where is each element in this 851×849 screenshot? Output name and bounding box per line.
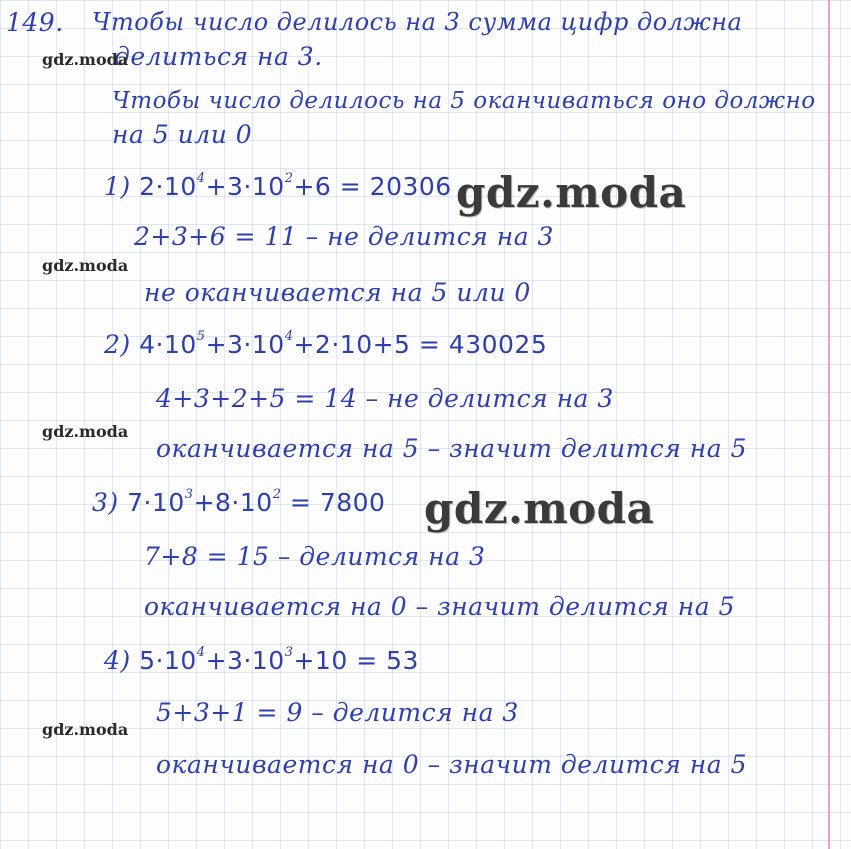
item-1-result: +6 = 20306 [293, 172, 452, 201]
item-2-exp-2: 4 [284, 328, 294, 344]
watermark-large: gdz.moda [424, 484, 655, 533]
item-3-ending: оканчивается на 0 – значит делится на 5 [144, 592, 735, 621]
rule-3-line-2: делиться на 3. [114, 42, 323, 71]
item-1-exp-1: 4 [196, 170, 206, 186]
item-4-label: 4) [104, 646, 131, 675]
item-1-label: 1) [104, 172, 131, 201]
problem-number: 149. [6, 8, 64, 37]
watermark-small: gdz.moda [42, 422, 129, 441]
item-4-exp-2: 3 [284, 644, 294, 660]
rule-5-line-1: Чтобы число делилось на 5 оканчиваться оно должно [112, 88, 816, 114]
item-3-digit-sum: 7+8 = 15 – делится на 3 [144, 542, 486, 571]
item-3-term-2: +8·10 [193, 488, 273, 517]
item-1-expression [104, 172, 452, 201]
item-4-term-2: +3·10 [205, 646, 285, 675]
item-3-result: = 7800 [281, 488, 386, 517]
item-2-term-1: 4·10 [139, 330, 197, 359]
item-2-label: 2) [104, 330, 131, 359]
watermark-small: gdz.moda [42, 50, 129, 69]
margin-line [828, 0, 830, 849]
rule-3-line-1: Чтобы число делилось на 3 сумма цифр должна [92, 8, 743, 36]
watermark-small: gdz.moda [42, 720, 129, 739]
item-4-exp-1: 4 [196, 644, 206, 660]
item-3-label: 3) [92, 488, 119, 517]
item-2-exp-1: 5 [196, 328, 206, 344]
item-1-digit-sum: 2+3+6 = 11 – не делится на 3 [134, 222, 554, 251]
item-4-digit-sum: 5+3+1 = 9 – делится на 3 [156, 698, 519, 727]
item-1-ending: не оканчивается на 5 или 0 [144, 278, 531, 307]
item-1-exp-2: 2 [284, 170, 294, 186]
watermark-large: gdz.moda [456, 168, 687, 217]
item-3-term-1: 7·10 [127, 488, 185, 517]
item-4-ending: оканчивается на 0 – значит делится на 5 [156, 750, 747, 779]
item-1-term-1: 2·10 [139, 172, 197, 201]
item-2-result: +2·10+5 = 430025 [293, 330, 548, 359]
rule-5-line-2: на 5 или 0 [112, 120, 253, 149]
item-4-result: +10 = 53 [293, 646, 419, 675]
item-4-expression [104, 646, 419, 675]
item-3-exp-2: 2 [272, 486, 282, 502]
item-2-digit-sum: 4+3+2+5 = 14 – не делится на 3 [156, 384, 614, 413]
item-2-term-2: +3·10 [205, 330, 285, 359]
item-4-term-1: 5·10 [139, 646, 197, 675]
item-2-ending: оканчивается на 5 – значит делится на 5 [156, 434, 747, 463]
item-3-exp-1: 3 [184, 486, 194, 502]
item-2-expression [104, 330, 547, 359]
item-3-expression [92, 488, 385, 517]
item-1-term-2: +3·10 [205, 172, 285, 201]
watermark-small: gdz.moda [42, 256, 129, 275]
